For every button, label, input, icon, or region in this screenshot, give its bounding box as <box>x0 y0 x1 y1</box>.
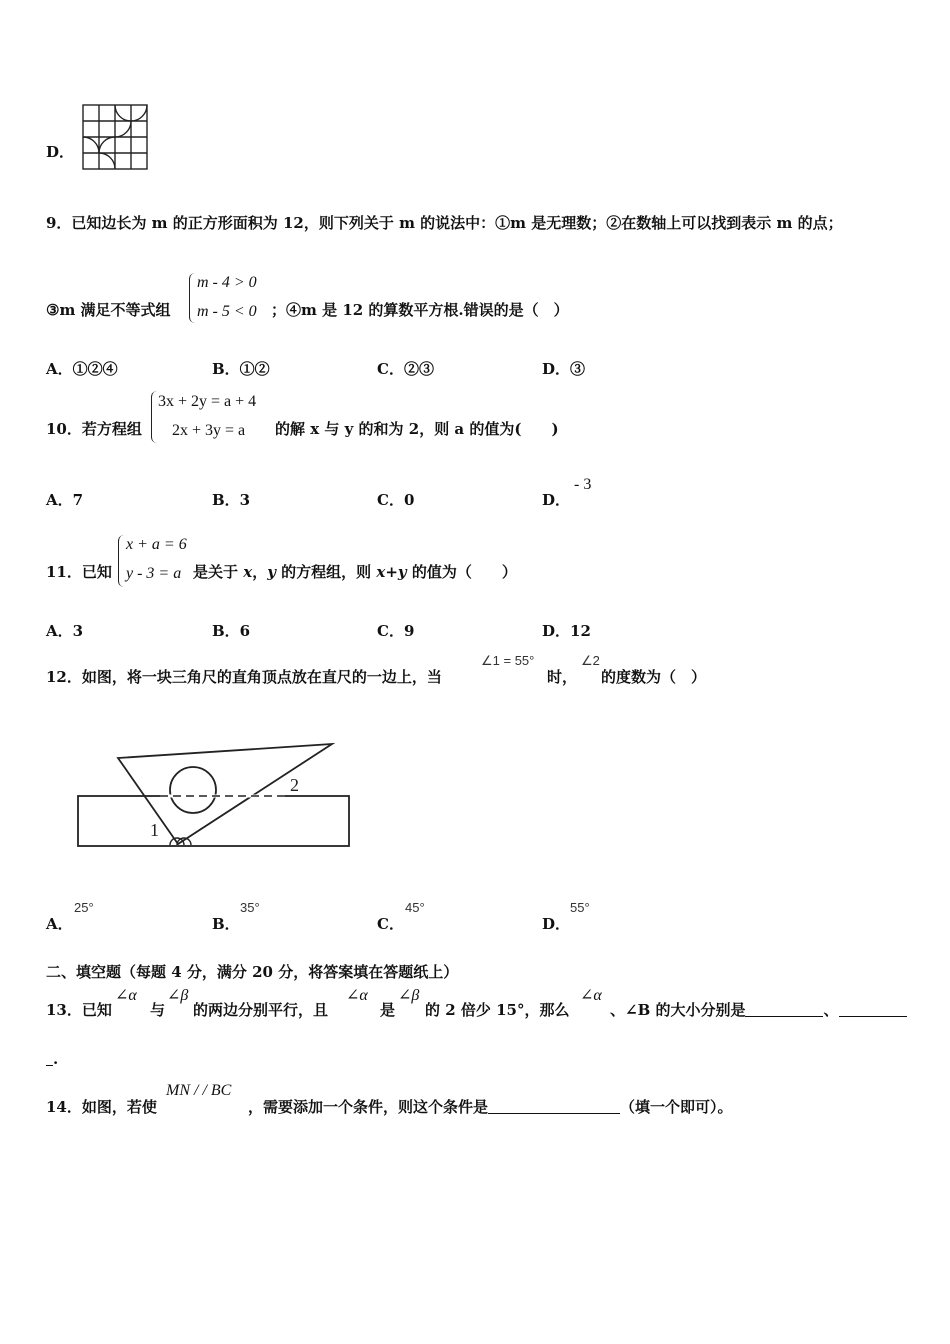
q13-text3-label: 、∠B 的大小分别是 <box>610 1001 746 1019</box>
q12-option-c: C． <box>377 915 404 933</box>
q13-answer-blank-2[interactable] <box>839 1002 907 1017</box>
q12-figure-label-2: 2 <box>290 775 299 795</box>
q13-beta: ∠β <box>167 987 189 1004</box>
q11-option-b: B．6 <box>212 622 251 640</box>
q11-option-c: C．9 <box>377 622 415 640</box>
q9-option-b: B．①② <box>212 360 270 378</box>
q13-alpha: ∠α <box>115 987 137 1004</box>
q11-equation-2: y - 3 = a <box>126 565 182 582</box>
q13-end <box>46 1050 58 1068</box>
q13-text1: 的两边分别平行，且 <box>193 1001 329 1019</box>
q11-var-x: x <box>243 563 253 581</box>
q13-answer-blank-1[interactable] <box>745 1002 823 1017</box>
q9-line2-suffix: ；④m 是 12 的算数平方根.错误的是（ ） <box>271 301 569 319</box>
q10-option-d: D． <box>542 491 571 509</box>
q10-option-c: C．0 <box>377 491 415 509</box>
q14-suffix: （填一个即可）。 <box>620 1098 733 1116</box>
q11-option-d: D．12 <box>542 622 591 640</box>
q12-figure <box>70 738 360 853</box>
q13-text2: 的 2 倍少 15°，那么 <box>425 1001 570 1019</box>
q12-angle1: ∠1 = 55° <box>481 653 535 668</box>
q12-mid: 时， <box>547 668 578 686</box>
q13-alpha2: ∠α <box>346 987 368 1004</box>
q9-option-a: A．①②④ <box>46 360 118 378</box>
q13-end-mark: . <box>53 1050 59 1068</box>
q12-angle2: ∠2 <box>581 653 600 668</box>
q14-math: MN / / BC <box>166 1082 232 1099</box>
q14-answer-blank[interactable] <box>488 1099 620 1114</box>
q12-option-d: D． <box>542 915 571 933</box>
q13-beta2: ∠β <box>398 987 420 1004</box>
q13-answer-blank-3[interactable] <box>46 1053 53 1066</box>
q10-option-b: B．3 <box>212 491 251 509</box>
q11-suffix <box>193 561 517 582</box>
q11-var-xy: x+y <box>376 563 407 581</box>
q14-prefix: 14．如图，若使 <box>46 1098 157 1116</box>
q14-text-label: ，需要添加一个条件，则这个条件是 <box>248 1098 489 1116</box>
q12-figure-label-1: 1 <box>150 820 159 840</box>
q9-inequality-2: m - 5 < 0 <box>197 303 257 320</box>
q11-var-y: y <box>267 563 276 581</box>
q12-option-d-value: 55° <box>570 900 590 915</box>
q10-option-d-value: - 3 <box>574 476 592 493</box>
q13-alpha3: ∠α <box>580 987 602 1004</box>
q11-equation-1: x + a = 6 <box>126 536 187 553</box>
q11-option-a: A．3 <box>46 622 84 640</box>
q11-suffix-a: 是关于 <box>193 563 244 581</box>
q9-option-c: C．②③ <box>377 360 434 378</box>
q11-suffix-d: 的值为（ ） <box>406 563 517 581</box>
q9-system-brace <box>189 273 196 323</box>
q10-equation-1: 3x + 2y = a + 4 <box>158 393 257 410</box>
q12-option-b-value: 35° <box>240 900 260 915</box>
q13-text3 <box>610 999 907 1020</box>
q11-system-brace <box>118 535 125 587</box>
q12-option-b: B． <box>212 915 240 933</box>
q10-system-brace <box>151 391 158 443</box>
section2-heading: 二、填空题（每题 4 分，满分 20 分，将答案填在答题纸上） <box>46 963 459 981</box>
q8-option-d-figure <box>82 104 148 170</box>
q10-suffix: 的解 x 与 y 的和为 2，则 a 的值为( ) <box>275 420 559 438</box>
q13-prefix: 13．已知 <box>46 1001 112 1019</box>
triangle-hole-shape <box>170 767 216 813</box>
q14-text <box>248 1096 733 1117</box>
q10-equation-2: 2x + 3y = a <box>172 422 246 439</box>
q12-suffix: 的度数为（ ） <box>601 668 707 686</box>
q9-option-d: D．③ <box>542 360 586 378</box>
q12-option-a: A． <box>46 915 73 933</box>
q13-with: 与 <box>150 1001 166 1019</box>
q11-suffix-c: 的方程组，则 <box>275 563 377 581</box>
q11-prefix: 11．已知 <box>46 563 112 581</box>
q10-option-a: A．7 <box>46 491 84 509</box>
q12-option-c-value: 45° <box>405 900 425 915</box>
q10-prefix: 10．若方程组 <box>46 420 142 438</box>
q12-prefix: 12．如图，将一块三角尺的直角顶点放在直尺的一边上，当 <box>46 668 442 686</box>
q13-is: 是 <box>380 1001 396 1019</box>
q9-inequality-1: m - 4 > 0 <box>197 274 257 291</box>
q8-option-d-label: D． <box>46 143 75 161</box>
q11-suffix-b: ， <box>252 563 268 581</box>
q13-separator: 、 <box>823 1001 839 1019</box>
q9-line1: 9．已知边长为 m 的正方形面积为 12，则下列关于 m 的说法中：①m 是无理数；②在数轴上可以找到表示 m 的点； <box>46 214 843 232</box>
q12-option-a-value: 25° <box>74 900 94 915</box>
q9-line2-prefix: ③m 满足不等式组 <box>46 301 171 319</box>
